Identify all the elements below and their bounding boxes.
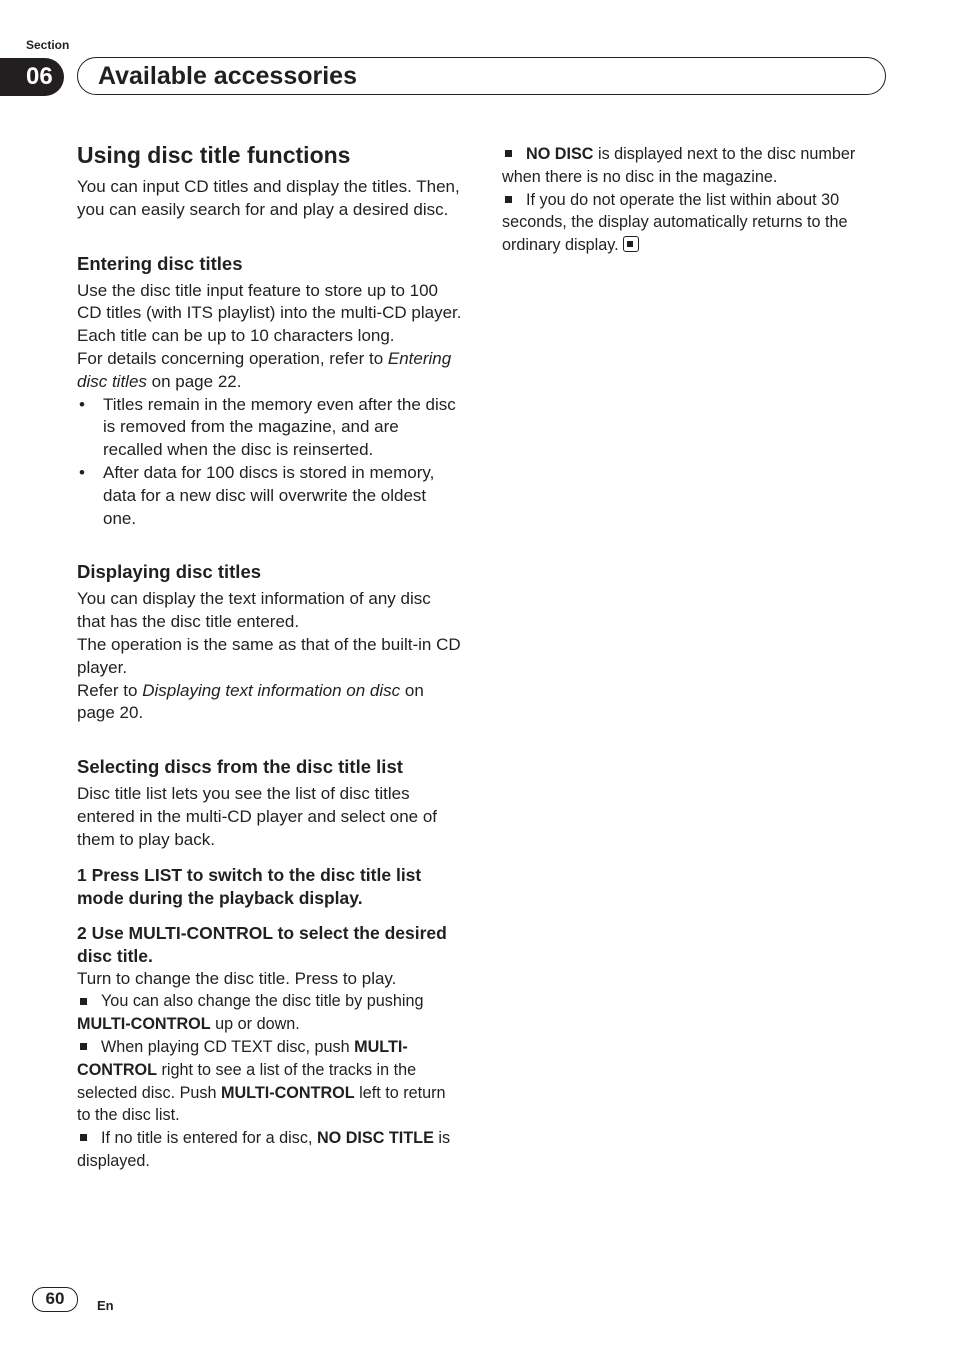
square-bullet-icon bbox=[80, 1043, 87, 1050]
section-number-tab: 06 bbox=[0, 58, 64, 96]
ref-link: Displaying text information on disc bbox=[142, 680, 401, 700]
displaying-body-2: The operation is the same as that of the built-in CD player. bbox=[77, 634, 461, 677]
note-item: You can also change the disc title by pushing MULTI-CONTROL up or down. bbox=[77, 992, 424, 1034]
entering-reference bbox=[77, 348, 462, 394]
note-item: If no title is entered for a disc, NO DISC TITLE is displayed. bbox=[77, 1129, 451, 1170]
note-item: When playing CD TEXT disc, push MULTI-CONTROL right to see a list of the tracks in the selected disc. Push MULTI-CONTROL left to return to the disc list. bbox=[77, 1037, 446, 1125]
square-bullet-icon bbox=[80, 1134, 87, 1141]
square-bullet-icon bbox=[505, 150, 512, 157]
ref-text: Refer to bbox=[77, 680, 143, 700]
selecting-body: Disc title list lets you see the list of disc titles entered in the multi-CD player and select one of them to play back. bbox=[77, 784, 438, 849]
selecting-heading: Selecting discs from the disc title list bbox=[77, 756, 403, 778]
entering-heading: Entering disc titles bbox=[77, 252, 243, 274]
entering-body: Use the disc title input feature to store up to 100 CD titles (with ITS playlist) into the multi-CD player. Each title can be up to 10 characters long. bbox=[77, 280, 462, 346]
chapter-title: Available accessories bbox=[98, 62, 357, 90]
right-column bbox=[502, 143, 892, 257]
displaying-heading: Displaying disc titles bbox=[77, 561, 262, 583]
language-label: En bbox=[97, 1298, 114, 1313]
step-1: 1 Press LIST to switch to the disc title list mode during the playback display. bbox=[77, 864, 422, 908]
bullet-item: • After data for 100 discs is stored in memory, data for a new disc will overwrite the oldest one. bbox=[77, 462, 462, 530]
displaying-reference bbox=[77, 680, 462, 726]
note-item: If you do not operate the list within about 30 seconds, the display automatically returns to the ordinary display. bbox=[502, 190, 848, 255]
chapter-title-bar bbox=[77, 57, 886, 95]
page-number: 60 bbox=[32, 1287, 78, 1312]
entering-bullets bbox=[77, 394, 462, 531]
ref-page: on page 20. bbox=[77, 680, 424, 723]
section-label: Section bbox=[26, 38, 70, 52]
left-column bbox=[77, 140, 462, 1173]
ref-text: For details concerning operation, refer to bbox=[77, 348, 388, 368]
bullet-item: • Titles remain in the memory even after the disc is removed from the magazine, and are recalled when the disc is reinserted. bbox=[77, 394, 462, 462]
square-bullet-icon bbox=[505, 196, 512, 203]
ref-page: on page 22. bbox=[146, 371, 242, 391]
end-of-section-icon bbox=[623, 236, 639, 252]
step-2: 2 Use MULTI-CONTROL to select the desired disc title. bbox=[77, 922, 447, 966]
displaying-body: You can display the text information of any disc that has the disc title entered. bbox=[77, 589, 431, 632]
intro-paragraph: You can input CD titles and display the titles. Then, you can easily search for and play a desired disc. bbox=[77, 177, 460, 219]
square-bullet-icon bbox=[80, 998, 87, 1005]
note-item: NO DISC is displayed next to the disc number when there is no disc in the magazine. bbox=[502, 145, 856, 186]
ref-link: Entering disc titles bbox=[77, 348, 452, 391]
step-2-body: Turn to change the disc title. Press to play. bbox=[77, 968, 397, 988]
section-heading: Using disc title functions bbox=[77, 142, 351, 168]
